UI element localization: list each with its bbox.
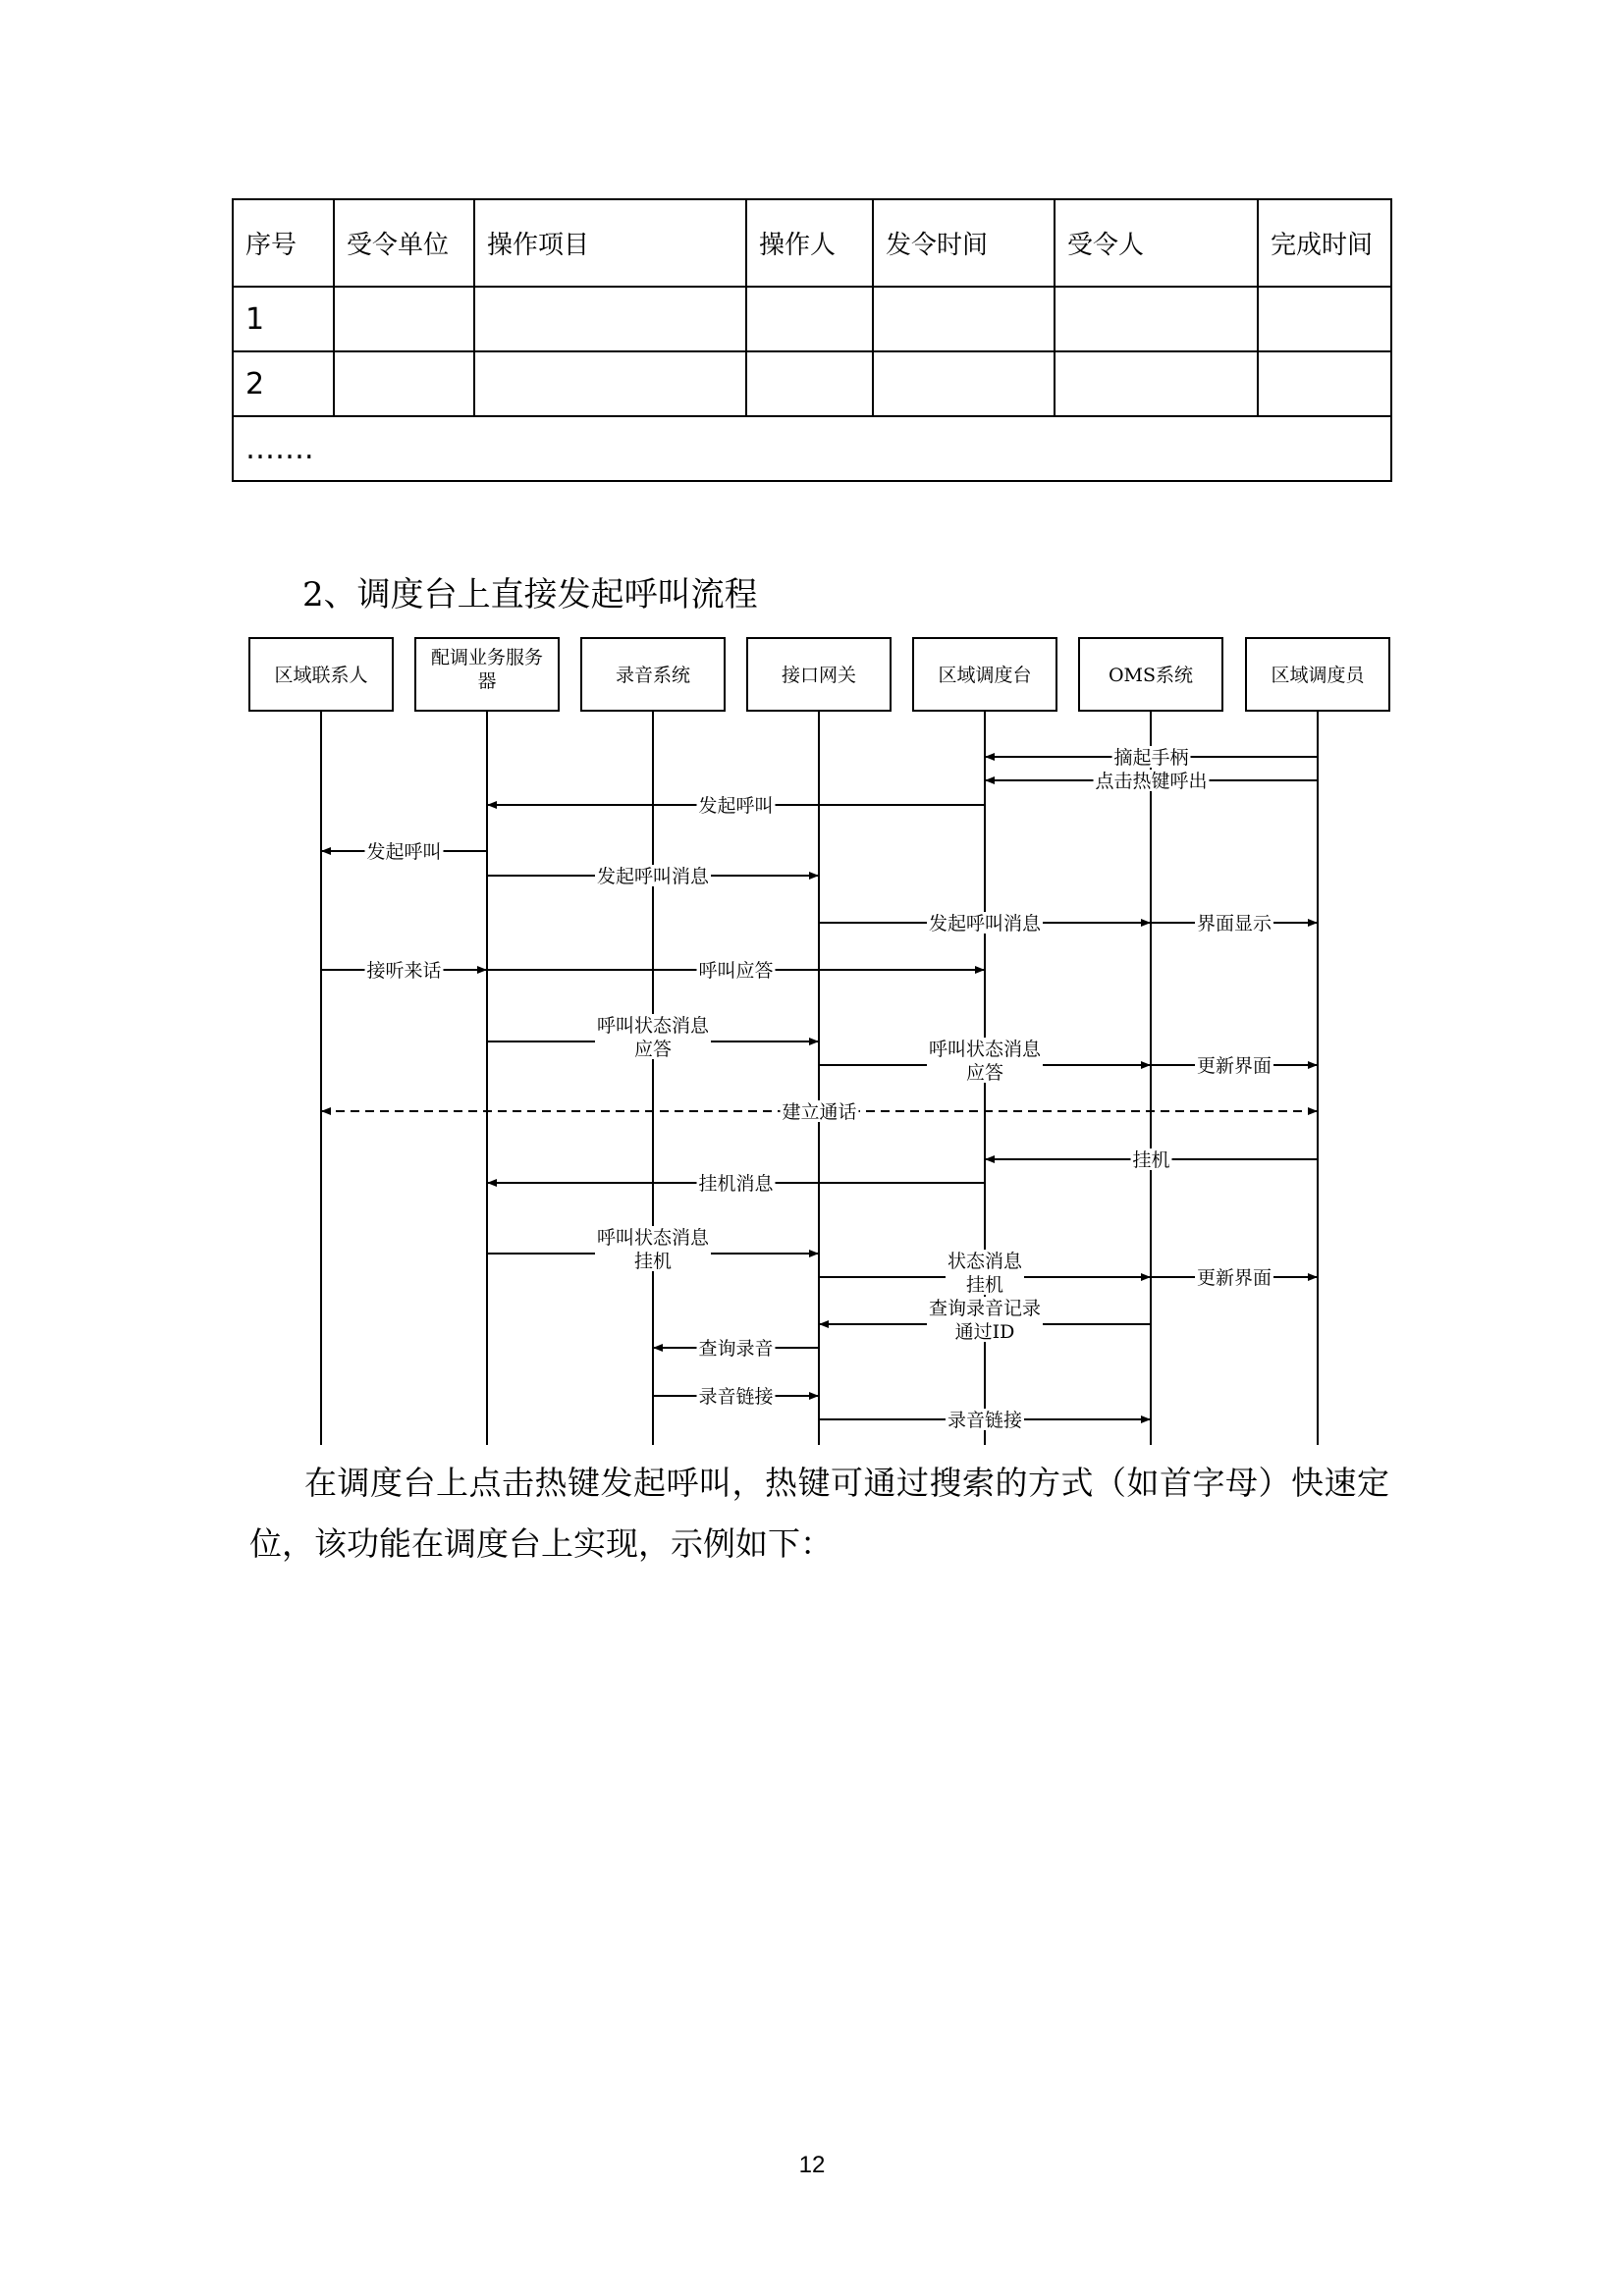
message-label: 点击热键呼出 — [1095, 771, 1208, 792]
header-cell: 完成时间 — [1258, 199, 1391, 287]
participant-label: 配调业务服务 — [430, 647, 544, 668]
message-label: 查询录音 — [698, 1338, 774, 1360]
message-label: 发起呼叫消息 — [596, 866, 710, 887]
header-cell: 受令单位 — [334, 199, 474, 287]
message-label: 呼叫状态消息 — [596, 1227, 710, 1249]
participant-label: 区域调度台 — [938, 665, 1032, 686]
message-label: 建立通话 — [782, 1101, 857, 1123]
message-label: 发起呼叫 — [366, 841, 442, 863]
message-label: 摘起手柄 — [1113, 747, 1189, 769]
participant-label: 录音系统 — [615, 665, 691, 686]
message-label: 应答 — [965, 1062, 1004, 1084]
message-label: 查询录音记录 — [928, 1298, 1042, 1319]
message-label: 呼叫状态消息 — [596, 1015, 710, 1037]
table-cell: 2 — [233, 351, 334, 416]
message-label: 呼叫状态消息 — [928, 1039, 1042, 1060]
continuation-cell: ……. — [233, 416, 1391, 481]
header-cell: 操作人 — [746, 199, 873, 287]
paragraph-line: 位，该功能在调度台上实现，示例如下： — [249, 1524, 833, 1563]
body-paragraph — [249, 1453, 1390, 1575]
message-label: 挂机消息 — [698, 1173, 774, 1195]
message-label: 通过ID — [954, 1321, 1015, 1343]
section-title: 2、调度台上直接发起呼叫流程 — [302, 575, 758, 614]
header-cell: 受令人 — [1055, 199, 1258, 287]
message-label: 录音链接 — [698, 1386, 774, 1408]
message-label: 应答 — [633, 1039, 673, 1060]
table-cell: 1 — [233, 287, 334, 351]
message-label: 发起呼叫消息 — [928, 913, 1042, 934]
participant-label: 器 — [477, 670, 497, 692]
participant-label: 区域调度员 — [1271, 665, 1365, 686]
message-label: 状态消息 — [947, 1251, 1023, 1272]
message-label: 更新界面 — [1196, 1267, 1272, 1289]
message-label: 接听来话 — [366, 960, 442, 982]
message-label: 呼叫应答 — [698, 960, 774, 982]
message-label: 发起呼叫 — [698, 795, 774, 817]
participant-label: OMS系统 — [1108, 665, 1194, 686]
header-cell: 发令时间 — [873, 199, 1055, 287]
participant-label: 区域联系人 — [274, 665, 368, 686]
message-label: 挂机 — [965, 1274, 1004, 1296]
header-cell: 操作项目 — [474, 199, 746, 287]
header-cell: 序号 — [233, 199, 334, 287]
page-number: 12 — [798, 2152, 826, 2178]
message-label: 挂机 — [633, 1251, 673, 1272]
message-label: 界面显示 — [1196, 913, 1272, 934]
participant-label: 接口网关 — [781, 665, 857, 686]
paragraph-line: 在调度台上点击热键发起呼叫，热键可通过搜索的方式（如首字母）快速定 — [304, 1464, 1390, 1502]
message-label: 录音链接 — [947, 1410, 1023, 1431]
message-label: 挂机 — [1132, 1149, 1170, 1171]
message-label: 更新界面 — [1196, 1055, 1272, 1077]
